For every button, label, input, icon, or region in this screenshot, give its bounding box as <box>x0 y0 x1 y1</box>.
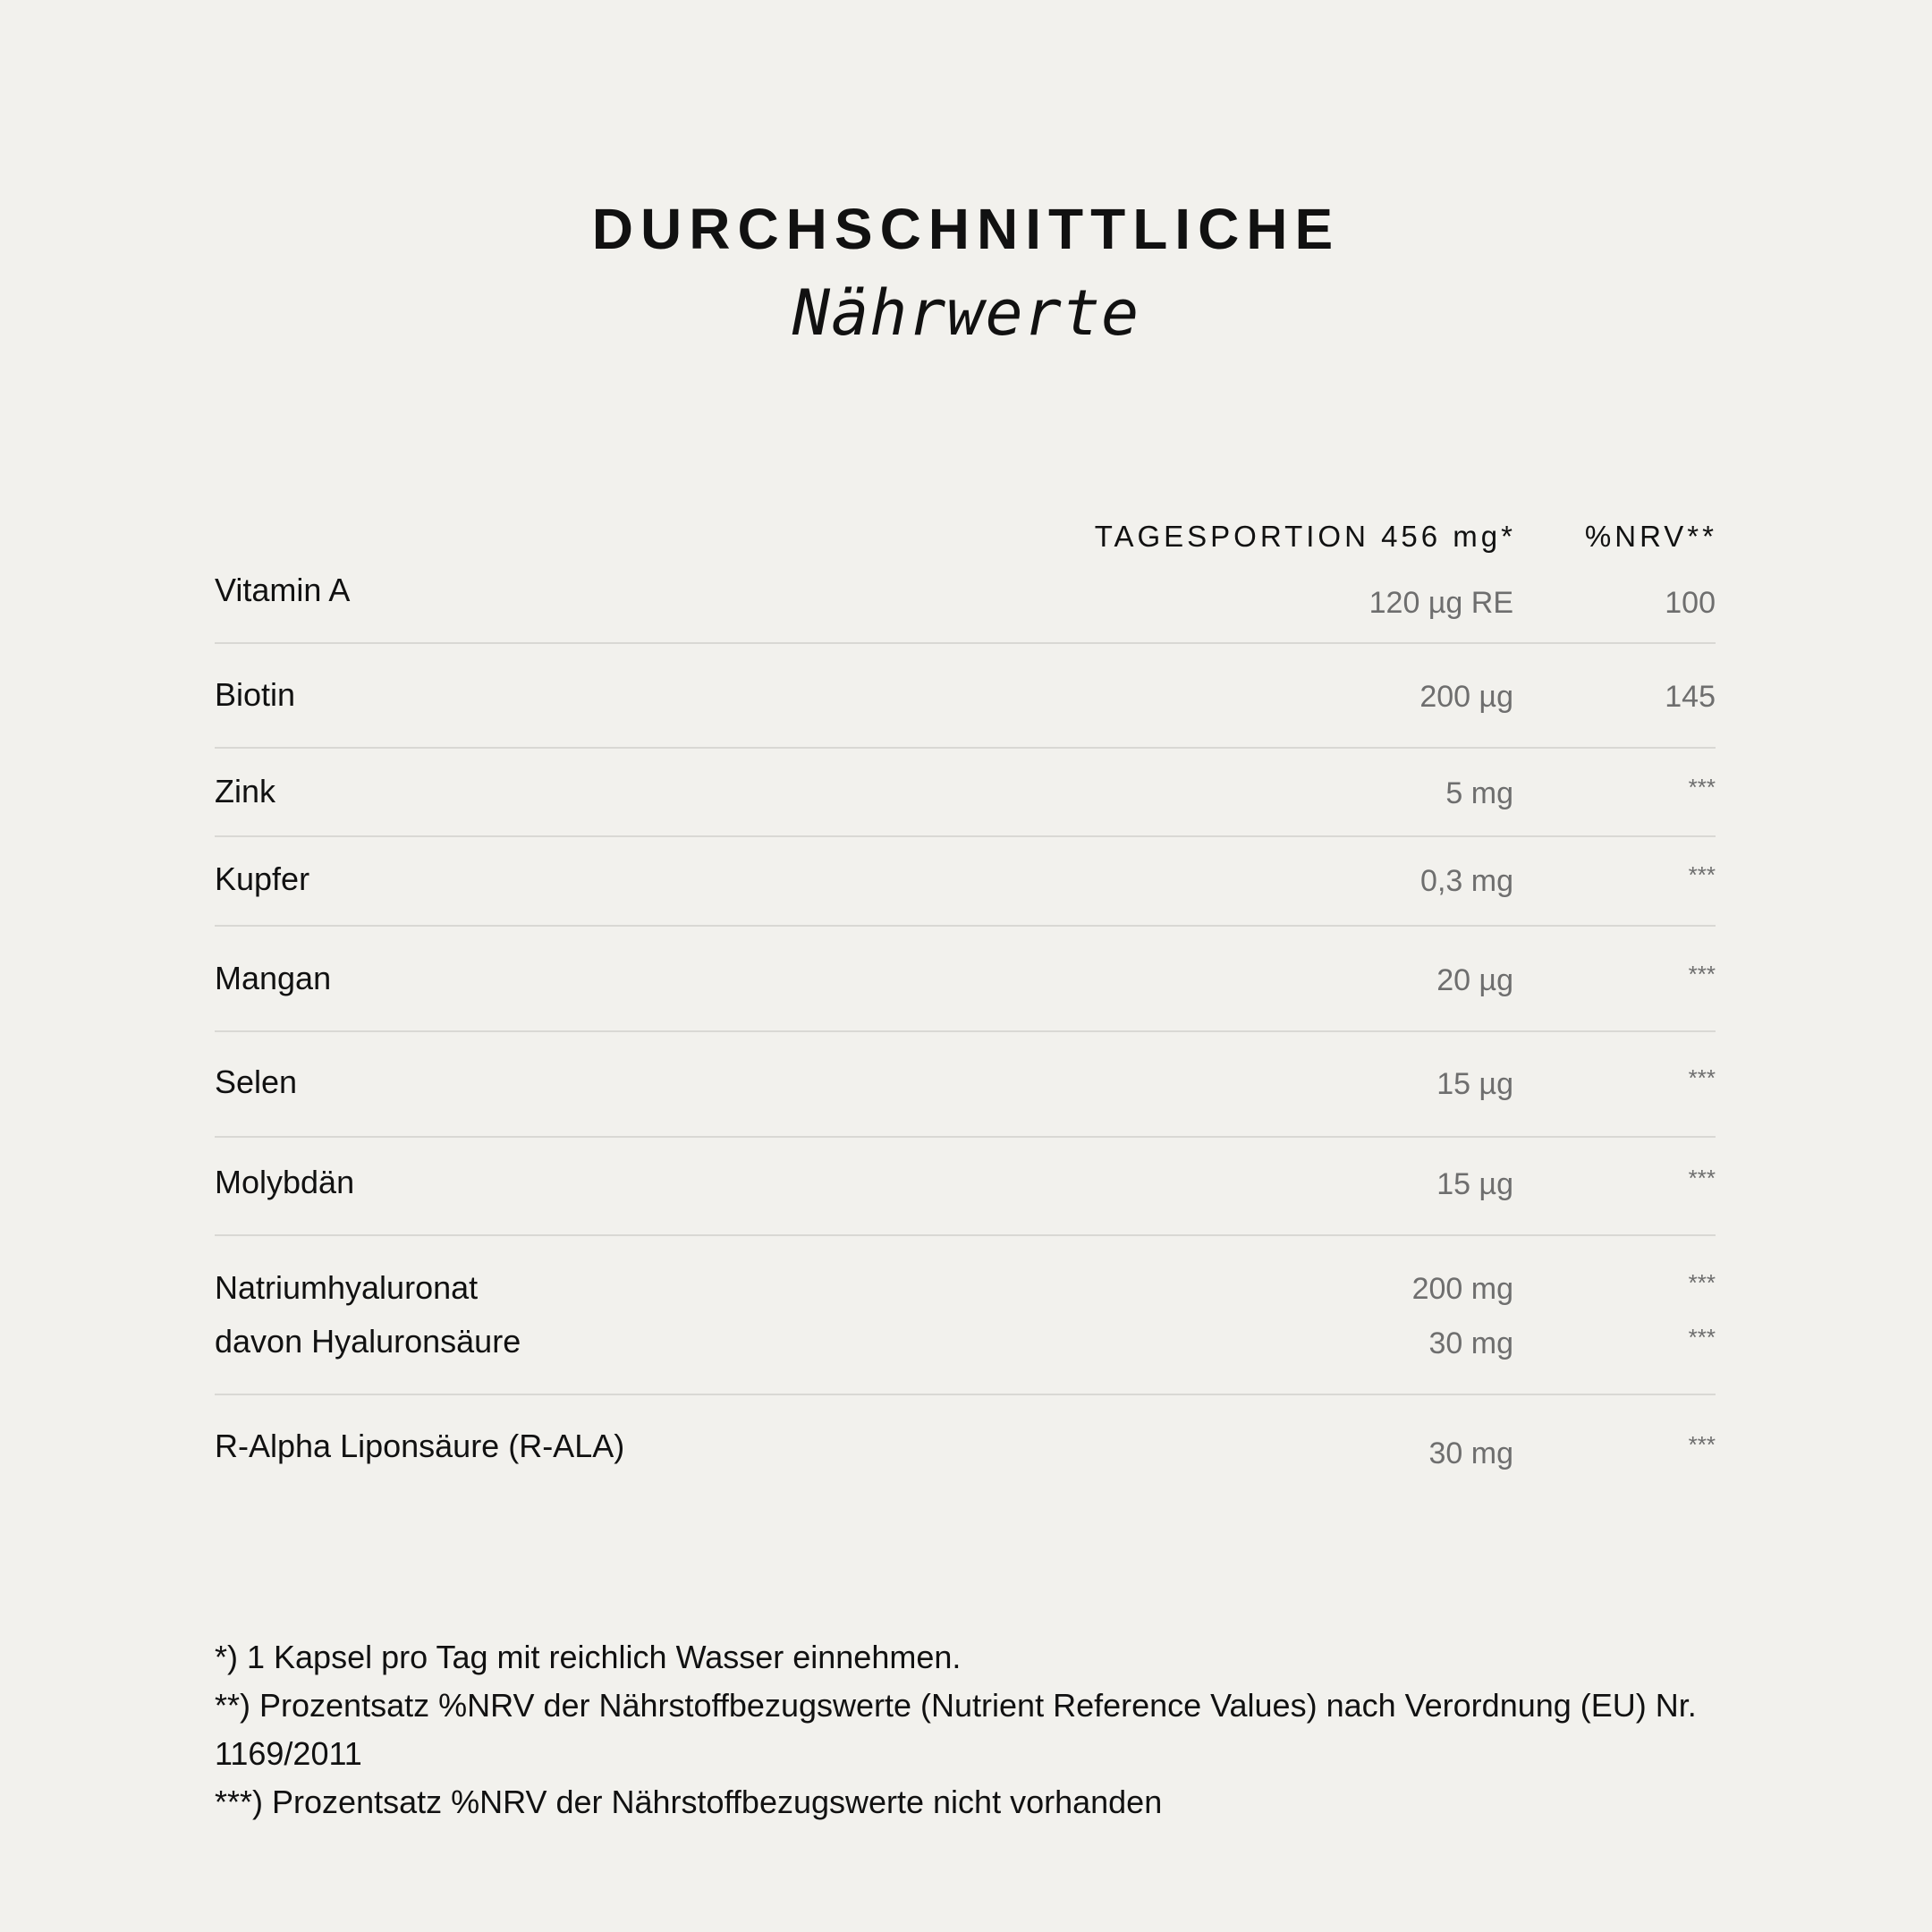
footnote-1: *) 1 Kapsel pro Tag mit reichlich Wasser einnehmen. <box>215 1639 962 1675</box>
nutrient-name: Mangan <box>215 960 332 996</box>
nutrient-nrv: *** <box>1688 861 1716 888</box>
nutrient-nrv: *** <box>1688 961 1716 987</box>
table-row-vitamin-a <box>215 572 1716 644</box>
nutrient-nrv: *** <box>1688 1431 1716 1458</box>
nutrient-name: Biotin <box>215 676 296 713</box>
nutrient-subnrv: *** <box>1688 1324 1716 1351</box>
page-subtitle: Nährwerte <box>792 276 1140 350</box>
nutrient-amount: 15 µg <box>1436 1167 1513 1201</box>
nutrient-name: R-Alpha Liponsäure (R-ALA) <box>215 1428 625 1464</box>
footnote-2: **) Prozentsatz %NRV der Nährstoffbezugswerte (Nutrient Reference Values) nach Verordnung (EU) Nr. 1169/2011 <box>215 1687 1697 1772</box>
nutrient-amount: 20 µg <box>1436 963 1513 997</box>
nutrient-amount: 200 mg <box>1411 1272 1513 1306</box>
nutrient-amount: 0,3 mg <box>1420 864 1513 898</box>
table-row-biotin <box>215 644 1716 749</box>
nutrient-amount: 15 µg <box>1436 1067 1513 1101</box>
nutrient-nrv: 145 <box>1665 680 1716 714</box>
nutrient-nrv: *** <box>1688 1269 1716 1296</box>
nutrient-name: Zink <box>215 773 276 809</box>
nutrient-name: Vitamin A <box>215 572 351 608</box>
nutrient-name: Kupfer <box>215 860 310 897</box>
footnote-3: ***) Prozentsatz %NRV der Nährstoffbezugswerte nicht vorhanden <box>215 1784 1163 1820</box>
nutrient-amount: 5 mg <box>1445 776 1513 810</box>
footnotes <box>215 1633 1735 1826</box>
page-title: DURCHSCHNITTLICHE <box>591 197 1341 261</box>
table-row-zink <box>215 749 1716 837</box>
table-row-natriumhyaluronat <box>215 1236 1716 1395</box>
column-header-daily-portion: TAGESPORTION 456 mg* <box>1094 520 1516 553</box>
table-row-mangan <box>215 927 1716 1032</box>
nutrient-amount: 120 µg RE <box>1368 586 1513 620</box>
table-row-selen <box>215 1032 1716 1138</box>
nutrient-nrv: 100 <box>1665 586 1716 620</box>
table-row-kupfer <box>215 837 1716 927</box>
nutrient-name: Selen <box>215 1063 298 1100</box>
nutrient-name: Molybdän <box>215 1164 355 1200</box>
column-header-nrv: %NRV** <box>1584 520 1717 553</box>
nutrient-subname: davon Hyaluronsäure <box>215 1323 521 1360</box>
nutrient-amount: 30 mg <box>1428 1436 1513 1470</box>
nutrient-amount: 200 µg <box>1419 680 1513 714</box>
table-row-molybdaen <box>215 1138 1716 1236</box>
table-row-r-ala <box>215 1395 1716 1494</box>
nutrient-nrv: *** <box>1688 1165 1716 1191</box>
nutrient-nrv: *** <box>1688 774 1716 801</box>
nutrient-name: Natriumhyaluronat <box>215 1269 479 1306</box>
nutrient-subamount: 30 mg <box>1428 1326 1513 1360</box>
nutrient-nrv: *** <box>1688 1064 1716 1091</box>
